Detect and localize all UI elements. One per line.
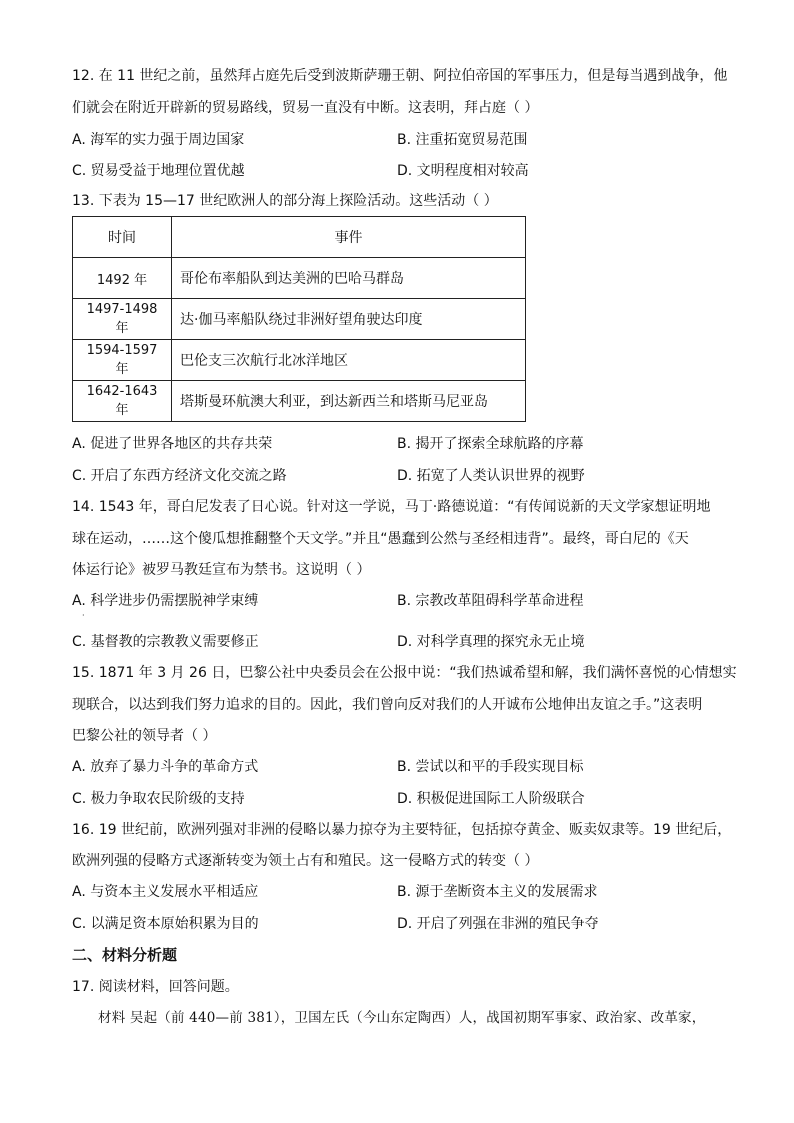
- q15-stem-line2: 现联合，以达到我们努力追求的目的。因此，我们曾向反对我们的人开诚布公地伸出友谊之手。”这表明: [72, 697, 703, 713]
- q12-option-d: D. 文明程度相对较高: [397, 163, 529, 179]
- q12-stem-line2: 们就会在附近开辟新的贸易路线，贸易一直没有中断。这表明，拜占庭（ ）: [72, 100, 539, 116]
- table-cell-year: 1497-1498 年: [73, 299, 172, 340]
- section-heading: 二、材料分析题: [72, 946, 178, 964]
- q17-material-text: 材料 吴起（前 440—前 381），卫国左氏（今山东定陶西）人，战国初期军事家、政治家、改革家，: [98, 1010, 706, 1026]
- q15-stem-line3: 巴黎公社的领导者（ ）: [72, 728, 217, 744]
- q16-option-a: A. 与资本主义发展水平相适应: [72, 884, 259, 900]
- q14-stem-line3: 体运行论》被罗马教廷宣布为禁书。这说明（ ）: [72, 562, 371, 578]
- q15-option-a: A. 放弃了暴力斗争的革命方式: [72, 759, 259, 775]
- q12-stem-line1: 12. 在 11 世纪之前，虽然拜占庭先后受到波斯萨珊王朝、阿拉伯帝国的军事压力，但是每当遇到战争，他: [72, 68, 728, 84]
- q16-option-b: B. 源于垄断资本主义的发展需求: [397, 884, 598, 900]
- q14-stem-line1: 14. 1543 年，哥白尼发表了日心说。针对这一学说，马丁·路德说道：“有传闻说新的天文学家想证明地: [72, 499, 711, 515]
- q14-option-d: D. 对科学真理的探究永无止境: [397, 634, 585, 650]
- exploration-table: [72, 216, 526, 422]
- q13-option-c: C. 开启了东西方经济文化交流之路: [72, 468, 287, 484]
- q13-option-d: D. 拓宽了人类认识世界的视野: [397, 468, 585, 484]
- q14-stem-line2: 球在运动，……这个傻瓜想推翻整个天文学。”并且“愚蠢到公然与圣经相违背”。最终，哥白尼的《天: [72, 531, 689, 547]
- q15-stem-line1: 15. 1871 年 3 月 26 日，巴黎公社中央委员会在公报中说：“我们热诚希望和解，我们满怀喜悦的心情想实: [72, 665, 737, 681]
- table-cell-event: 塔斯曼环航澳大利亚，到达新西兰和塔斯马尼亚岛: [172, 381, 526, 422]
- q16-option-d: D. 开启了列强在非洲的殖民争夺: [397, 916, 599, 932]
- table-cell-year: 1492 年: [73, 258, 172, 299]
- q13-option-a: A. 促进了世界各地区的共存共荣: [72, 436, 273, 452]
- q12-option-b: B. 注重拓宽贸易范围: [397, 132, 528, 148]
- q16-stem-line2: 欧洲列强的侵略方式逐渐转变为领土占有和殖民。这一侵略方式的转变（ ）: [72, 853, 539, 869]
- table-cell-year: 1642-1643 年: [73, 381, 172, 422]
- q17-stem: 17. 阅读材料，回答问题。: [72, 979, 239, 995]
- q13-stem: 13. 下表为 15—17 世纪欧洲人的部分海上探险活动。这些活动（ ）: [72, 193, 498, 209]
- table-row: [73, 340, 526, 381]
- q12-option-c: C. 贸易受益于地理位置优越: [72, 163, 245, 179]
- q16-stem-line1: 16. 19 世纪前，欧洲列强对非洲的侵略以暴力掠夺为主要特征，包括掠夺黄金、贩卖奴隶等。19 世纪后，: [72, 822, 732, 838]
- table-cell-year: 1594-1597 年: [73, 340, 172, 381]
- table-header-row: [73, 217, 526, 258]
- q14-option-a: A. 科学进步仍需摆脱神学束缚: [72, 593, 259, 609]
- table-header-time: 时间: [73, 217, 172, 258]
- q15-option-d: D. 积极促进国际工人阶级联合: [397, 791, 585, 807]
- stray-dot-mark: ·: [82, 611, 85, 620]
- q13-option-b: B. 揭开了探索全球航路的序幕: [397, 436, 584, 452]
- table-cell-event: 巴伦支三次航行北冰洋地区: [172, 340, 526, 381]
- q12-option-a: A. 海军的实力强于周边国家: [72, 132, 245, 148]
- q14-option-b: B. 宗教改革阻碍科学革命进程: [397, 593, 584, 609]
- q15-option-b: B. 尝试以和平的手段实现目标: [397, 759, 584, 775]
- q16-option-c: C. 以满足资本原始积累为目的: [72, 916, 259, 932]
- table-row: [73, 258, 526, 299]
- table-row: [73, 381, 526, 422]
- table-header-event: 事件: [172, 217, 526, 258]
- q15-option-c: C. 极力争取农民阶级的支持: [72, 791, 245, 807]
- table-cell-event: 达·伽马率船队绕过非洲好望角驶达印度: [172, 299, 526, 340]
- table-cell-event: 哥伦布率船队到达美洲的巴哈马群岛: [172, 258, 526, 299]
- table-row: [73, 299, 526, 340]
- q14-option-c: C. 基督教的宗教教义需要修正: [72, 634, 259, 650]
